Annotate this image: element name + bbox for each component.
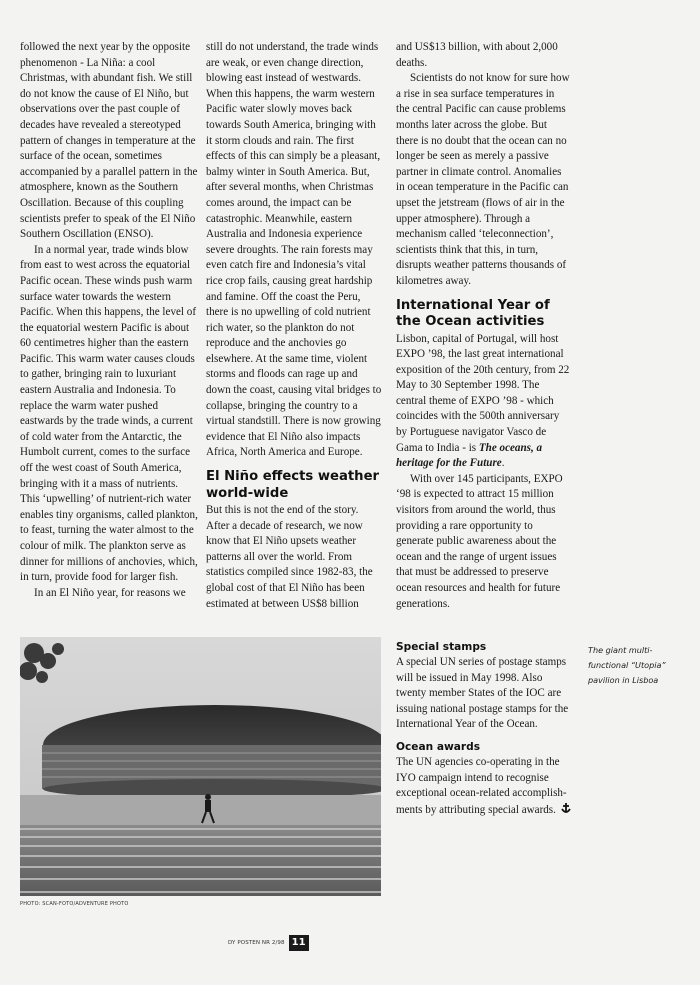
photo-caption: The giant multi-functional “Utopia” pavilion in Lisboa [588,645,666,685]
article-column-3 [396,40,570,612]
emphasis-theme: The oceans, a heritage for the Future [396,441,543,470]
text-run: . [501,457,505,470]
paragraph [396,755,574,820]
article-column-2 [206,40,382,612]
paragraph: followed the next year by the opposite phenomenon - La Niña: a cool Christmas, with abundant fish. We still do not know the cause of El Niño, but observations over the past couple of decades have revealed a stereotyped pattern of changes in temperature at the surface of the ocean, sometimes accompanied by a parallel pattern in the atmosphere, known as the Southern Oscillation. Because of this coupling scientists prefer to speak of the El Niño Southern Oscillation (ENSO). [20,41,198,241]
sidebar-column [396,640,574,820]
page-footer [228,935,309,951]
publication-name: DY POSTEN NR 2/98 [228,940,285,946]
paragraph: and US$13 billion, with about 2,000 deaths. [396,41,558,69]
paragraph: In a normal year, trade winds blow from east to west across the equatorial Pacific ocean. These winds push warm surface water towards the western Pacific. When this happens, the level of the equatorial western Pacific is about 60 centimetres higher than the eastern Pacific. This warm water causes clouds to gather, bringing rain to luxuriant eastern Australia and Indonesia. To replace the warm water pushed eastwards by the trade winds, a current of cold water from the Antarctic, the Humbolt current, comes to the surface off the west coast of South America, bringing with it a mass of nutrients. This ‘upwelling’ of nutrient-rich water enables tiny organisms, called plankton, to feast, turning the water almost to the colour of milk. The plankton serve as dinner for millions of anchovies, which, in turn, provide food for larger fish. [20,243,198,584]
paragraph: In an El Niño year, for reasons we [34,586,186,599]
section-heading-iyo: International Year of the Ocean activities [396,297,550,329]
end-mark-icon [560,802,572,821]
section-heading-stamps: Special stamps [396,641,487,653]
section-heading-el-nino: El Niño effects weather world-wide [206,469,380,501]
paragraph: Scientists do not know for sure how a rise in sea surface temperatures in the central Pacific can cause problems months later across the globe. But there is no doubt that the ocean can no longer be seen as merely a passive partner in climate control. Anomalies in ocean temperature in the Pacific can upset the jetstream (flows of air in the upper atmosphere). Through a mechanism called ‘teleconnection’, scientists think that this, in turn, disrupts weather patterns thousands of kilometres away. [396,72,570,287]
paragraph: A special UN series of postage stamps will be issued in May 1998. Also twenty member States of the IOC are issuing national postage stamps for the International Year of the Ocean. [396,656,569,731]
section-heading-awards: Ocean awards [396,740,481,753]
paragraph: But this is not the end of the story. After a decade of research, we now know that El Niño upsets weather patterns all over the world. From statistics compiled since 1982-83, the global cost of that El Niño has been estimated at between US$8 billion [206,504,373,610]
paragraph: With over 145 participants, EXPO ‘98 is expected to attract 15 million visitors from around the world, thus providing a rare opportunity to generate public awareness about the ocean and the range of urgent issues that must be addressed to preserve ocean resources and health for future generations. [396,472,563,610]
photo-credit: PHOTO: SCAN-FOTO/ADVENTURE PHOTO [20,901,129,907]
pavilion-photo [20,637,381,896]
paragraph [396,332,570,472]
paragraph: still do not understand, the trade winds are weak, or even change direction, blowing east instead of westwards. When this happens, the warm western Pacific water slowly moves back towards South America, bringing with it storm clouds and rain. The first effects of this can simply be a pleasant, balmy winter in South America. But, after several months, when Christmas comes around, the impact can be catastrophic. Meanwhile, eastern Australia and Indonesia experience severe droughts. The rain forests may even catch fire and Indonesia’s vital rice crop fails, causing great hardship and famine. Off the coast the Peru, there is no upwelling of cold nutrient rich water, so the plankton do not reproduce and the anchovies go elsewhere. At the same time, violent storms and floods can rage up and down the coast, causing vital bridges to collapse, bringing the country to a virtual standstill. There is now growing evidence that El Niño also impacts Africa, North America and Europe. [206,41,382,459]
text-run: Lisbon, capital of Portugal, will host EXPO ’98, the last great international exposition of the 20th century, from 22 May to 30 September 1998. The central theme of EXPO ’98 - which coincides with the 500th anniversary by Portuguese navigator Vasco de Gama to India - is [396,332,570,454]
article-column-1 [20,40,198,601]
text-run: The UN agencies co-operating in the IYO campaign intend to recognise exceptional ocean-related accomplish-ments by attributing special awards. [396,755,567,816]
page-number: 11 [289,935,309,951]
